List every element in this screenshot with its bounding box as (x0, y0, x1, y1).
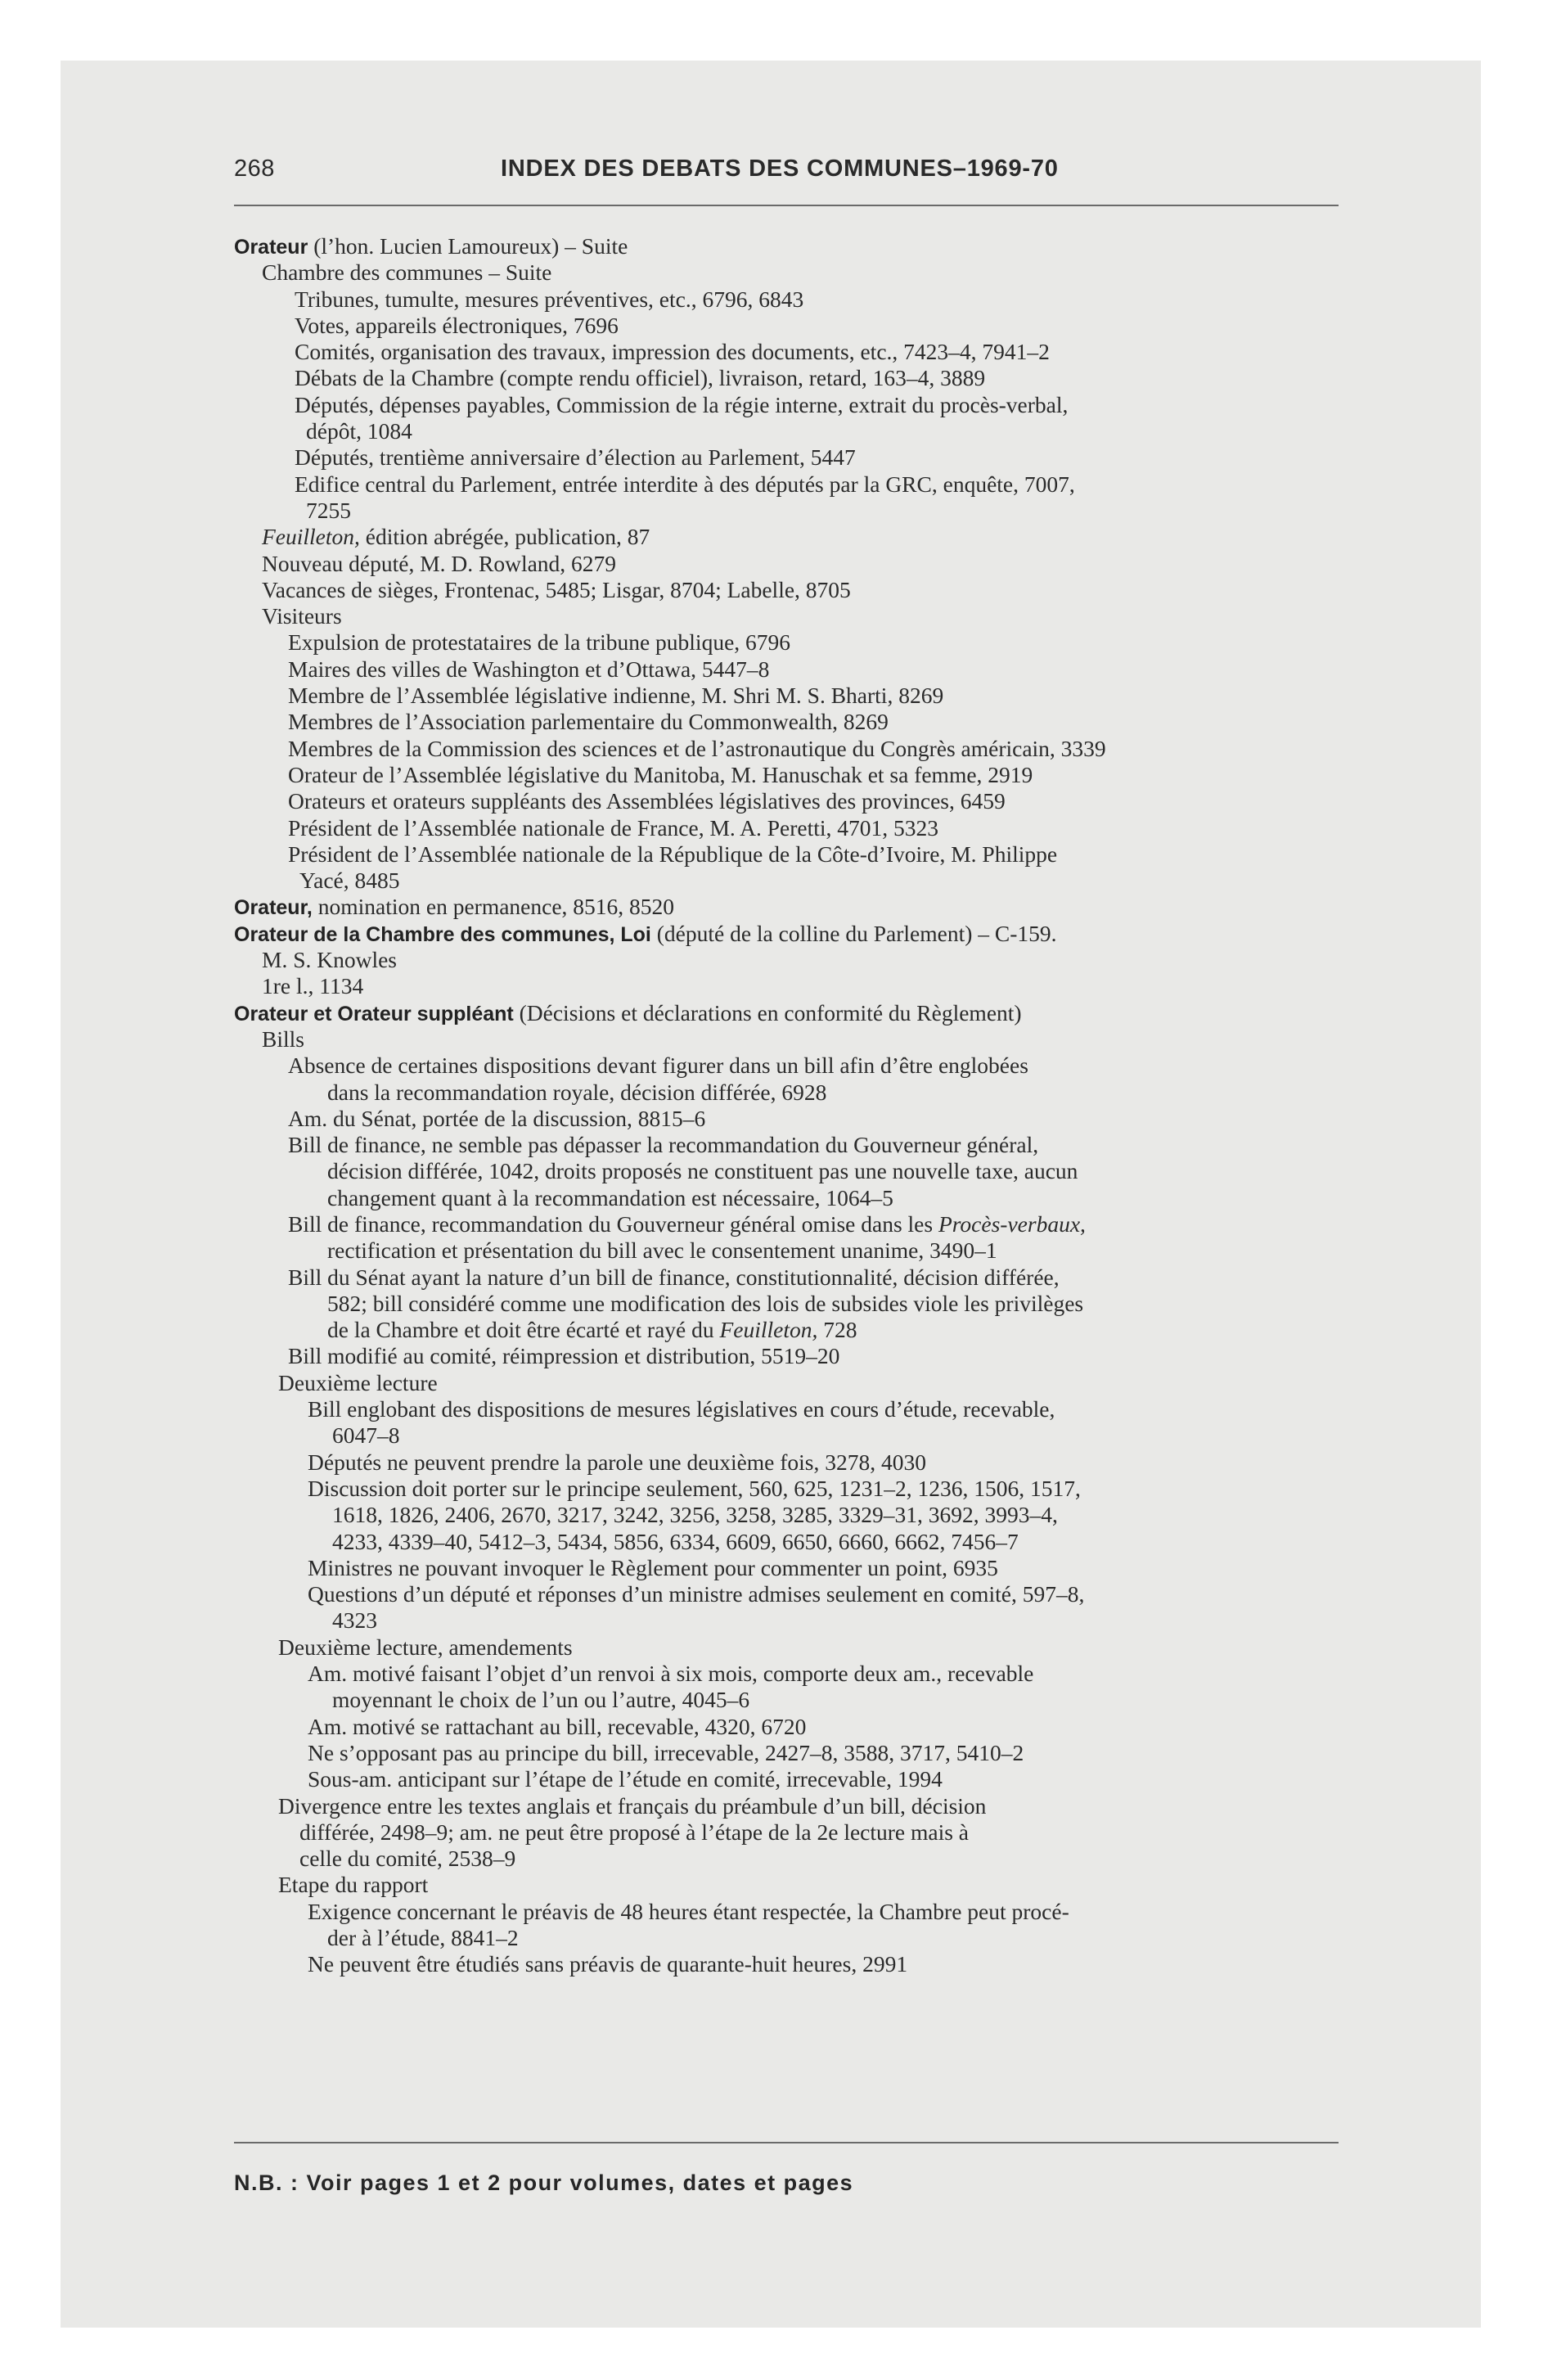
index-line-text (288, 1132, 1038, 1158)
index-line-text (262, 577, 851, 603)
index-line-text (299, 868, 399, 894)
index-line (0, 551, 1548, 577)
index-line-text (262, 259, 551, 286)
index-line-text (295, 365, 985, 391)
index-line (0, 1132, 1548, 1158)
index-line-text (288, 762, 1033, 788)
entry-text: Ministres ne pouvant invoquer le Règlement pour commenter un point, 6935 (308, 1554, 998, 1580)
index-line (0, 1581, 1548, 1607)
index-line-text (306, 498, 351, 524)
index-line (0, 1766, 1548, 1792)
entry-text: Am. du Sénat, portée de la discussion, 8815–6 (288, 1105, 706, 1131)
entry-text: Exigence concernant le préavis de 48 heures étant respectée, la Chambre peut procé- (308, 1898, 1069, 1924)
index-line (0, 1793, 1548, 1819)
index-line-text (308, 1661, 1033, 1687)
index-line-text (262, 551, 616, 577)
entry-text: Députés, trentième anniversaire d’élection au Parlement, 5447 (295, 444, 856, 471)
entry-text: 1re l., 1134 (262, 973, 364, 999)
entry-text: Deuxième lecture, amendements (278, 1634, 573, 1660)
index-line-text (278, 1634, 573, 1661)
index-line (0, 762, 1548, 788)
index-line (0, 313, 1548, 339)
entry-text: Orateur de l’Assemblée législative du Manitoba, M. Hanuschak et sa femme, 2919 (288, 761, 1033, 787)
index-line (0, 683, 1548, 709)
entry-text: Bills (262, 1025, 304, 1052)
index-line (0, 1026, 1548, 1053)
index-line (0, 1846, 1548, 1872)
entry-text: Députés, dépenses payables, Commission de la régie interne, extrait du procès-verbal, (295, 391, 1069, 417)
index-line-text (308, 1766, 943, 1792)
entry-text: Maires des villes de Washington et d’Ottawa, 5447–8 (288, 656, 770, 682)
entry-heading: Orateur de la Chambre des communes, Loi (234, 922, 651, 946)
index-line-text (327, 1185, 893, 1211)
index-line (0, 709, 1548, 735)
entry-text: Membres de l’Association parlementaire du Commonwealth, 8269 (288, 709, 889, 735)
index-line (0, 1899, 1548, 1925)
index-line-text (327, 1237, 997, 1264)
entry-text: Députés ne peuvent prendre la parole une deuxième fois, 3278, 4030 (308, 1449, 927, 1475)
index-line-text (288, 629, 790, 656)
index-line (0, 973, 1548, 999)
index-line-text (234, 233, 628, 260)
index-line (0, 1740, 1548, 1766)
index-line (0, 1158, 1548, 1184)
index-line (0, 1237, 1548, 1264)
entry-text: Etape du rapport (278, 1872, 429, 1898)
entry-text: rectification et présentation du bill avec le consentement unanime, 3490–1 (327, 1237, 997, 1264)
index-line-text (278, 1793, 986, 1819)
index-line-text (308, 1951, 907, 1977)
index-line (0, 1106, 1548, 1132)
index-line-text (288, 815, 938, 841)
index-line-text (327, 1080, 826, 1106)
index-line-text (299, 1846, 515, 1872)
entry-text: Président de l’Assemblée nationale de France, M. A. Peretti, 4701, 5323 (288, 814, 939, 841)
entry-text: Chambre des communes – Suite (262, 259, 552, 286)
entry-text: Edifice central du Parlement, entrée interdite à des députés par la GRC, enquête, 7007, (295, 471, 1075, 497)
italic-title: Feuilleton, (262, 524, 360, 550)
index-line (0, 894, 1548, 920)
index-line (0, 498, 1548, 524)
entry-text: (l’hon. Lucien Lamoureux) – Suite (308, 233, 628, 259)
index-line (0, 418, 1548, 444)
index-line-text (288, 1211, 1086, 1237)
index-line-text (308, 1740, 1024, 1766)
index-line (0, 1053, 1548, 1079)
entry-text: de la Chambre et doit être écarté et rayé du (327, 1317, 720, 1343)
running-title: INDEX DES DEBATS DES COMMUNES–1969-70 (501, 156, 1059, 182)
entry-text: 4323 (332, 1607, 377, 1634)
entry-text: dans la recommandation royale, décision différée, 6928 (327, 1079, 827, 1105)
index-line-text (295, 286, 803, 313)
index-line (0, 1370, 1548, 1396)
index-line (0, 471, 1548, 498)
index-line-text (278, 1872, 428, 1898)
index-line (0, 1080, 1548, 1106)
index-line (0, 603, 1548, 629)
index-line (0, 1634, 1548, 1661)
entry-text: M. S. Knowles (262, 947, 398, 973)
entry-text: Membre de l’Assemblée législative indienne, M. Shri M. S. Bharti, 8269 (288, 683, 944, 709)
index-line (0, 392, 1548, 418)
entry-text: Membres de la Commission des sciences et de l’astronautique du Congrès américain, 3339 (288, 735, 1106, 761)
entry-text: nomination en permanence, 8516, 8520 (312, 894, 675, 920)
index-line-text (288, 683, 943, 709)
index-line-text (288, 1106, 705, 1132)
entry-text: Yacé, 8485 (299, 868, 400, 894)
italic-title: Feuilleton, (719, 1317, 818, 1343)
index-line-text (295, 471, 1075, 498)
index-line-text (332, 1529, 1019, 1555)
index-line (0, 815, 1548, 841)
index-line (0, 1449, 1548, 1476)
index-line (0, 1000, 1548, 1026)
index-line-text (288, 656, 769, 683)
index-line-text (332, 1607, 377, 1634)
index-line (0, 259, 1548, 286)
entry-text: Ne peuvent être étudiés sans préavis de quarante-huit heures, 2991 (308, 1951, 908, 1977)
entry-text: Sous-am. anticipant sur l’étape de l’étude en comité, irrecevable, 1994 (308, 1766, 943, 1792)
index-line (0, 1951, 1548, 1977)
index-line (0, 1422, 1548, 1449)
entry-text: Bill du Sénat ayant la nature d’un bill de finance, constitutionnalité, décision différée, (288, 1264, 1060, 1290)
entry-text: 6047–8 (332, 1422, 400, 1449)
entry-text: Votes, appareils électroniques, 7696 (295, 312, 619, 338)
index-line (0, 1396, 1548, 1422)
entry-text: Comités, organisation des travaux, impression des documents, etc., 7423–4, 7941–2 (295, 339, 1050, 365)
index-line (0, 1476, 1548, 1502)
entry-text: Tribunes, tumulte, mesures préventives, etc., 6796, 6843 (295, 286, 804, 312)
entry-text: Débats de la Chambre (compte rendu officiel), livraison, retard, 163–4, 3889 (295, 365, 986, 391)
index-line (0, 841, 1548, 868)
index-line-text (234, 894, 674, 921)
index-line (0, 286, 1548, 313)
page-header (234, 156, 1339, 205)
page-number: 268 (234, 156, 275, 182)
index-line-text (308, 1899, 1069, 1925)
entry-text: Bill englobant des dispositions de mesures législatives en cours d’étude, recevable, (308, 1396, 1055, 1422)
entry-text: Am. motivé faisant l’objet d’un renvoi à six mois, comporte deux am., recevable (308, 1661, 1034, 1687)
entry-text: Vacances de sièges, Frontenac, 5485; Lisgar, 8704; Labelle, 8705 (262, 576, 851, 602)
entry-text: Am. motivé se rattachant au bill, recevable, 4320, 6720 (308, 1713, 807, 1739)
entry-text: Bill de finance, ne semble pas dépasser la recommandation du Gouverneur général, (288, 1132, 1039, 1158)
index-entries (0, 233, 1548, 1978)
entry-text: 7255 (306, 497, 351, 523)
entry-text: Nouveau député, M. D. Rowland, 6279 (262, 550, 617, 576)
entry-text: (député de la colline du Parlement) – C-159. (650, 920, 1057, 946)
entry-heading: Orateur, (234, 896, 313, 920)
index-line-text (308, 1714, 806, 1740)
entry-text: 1618, 1826, 2406, 2670, 3217, 3242, 3256, 3258, 3285, 3329–31, 3692, 3993–4, (332, 1502, 1058, 1528)
index-line-text (306, 418, 412, 444)
index-line (0, 365, 1548, 391)
entry-heading: Orateur (234, 236, 308, 259)
index-line-text (288, 1264, 1060, 1291)
index-line-text (262, 973, 363, 999)
index-line (0, 1872, 1548, 1898)
footer-note: N.B. : Voir pages 1 et 2 pour volumes, dates et pages (234, 2170, 854, 2195)
index-line-text (295, 392, 1068, 418)
index-line-text (288, 841, 1057, 868)
index-line-text (295, 444, 856, 471)
index-line-text (308, 1396, 1055, 1422)
index-line-text (332, 1422, 400, 1449)
index-line-text (262, 524, 650, 550)
entry-text: 728 (817, 1317, 857, 1343)
index-line-text (327, 1317, 857, 1343)
index-line (0, 629, 1548, 656)
index-line-text (288, 1343, 839, 1369)
index-line-text (295, 313, 619, 339)
index-line (0, 1185, 1548, 1211)
index-line (0, 1502, 1548, 1528)
entry-text: dépôt, 1084 (306, 418, 412, 444)
entry-text: différée, 2498–9; am. ne peut être proposé à l’étape de la 2e lecture mais à (299, 1819, 970, 1845)
index-line-text (295, 339, 1050, 365)
index-line (0, 1714, 1548, 1740)
index-line-text (327, 1925, 519, 1951)
index-line-text (288, 788, 1006, 814)
entry-text: Absence de certaines dispositions devant figurer dans un bill afin d’être englobées (288, 1053, 1028, 1079)
index-line-text (308, 1581, 1084, 1607)
entry-text: changement quant à la recommandation est nécessaire, 1064–5 (327, 1184, 893, 1210)
index-line (0, 339, 1548, 365)
index-line-text (262, 947, 397, 973)
italic-title: Procès-verbaux, (938, 1210, 1086, 1237)
entry-text: Ne s’opposant pas au principe du bill, irrecevable, 2427–8, 3588, 3717, 5410–2 (308, 1739, 1024, 1765)
index-line (0, 1555, 1548, 1581)
index-line-text (308, 1555, 998, 1581)
header-rule (234, 205, 1339, 206)
entry-text: Divergence entre les textes anglais et français du préambule d’un bill, décision (278, 1792, 987, 1819)
index-line-text (327, 1158, 1078, 1184)
entry-text: Discussion doit porter sur le principe seulement, 560, 625, 1231–2, 1236, 1506, 1517, (308, 1475, 1081, 1501)
entry-text: édition abrégée, publication, 87 (359, 524, 650, 550)
index-line-text (308, 1449, 926, 1476)
index-line-text (299, 1819, 969, 1846)
index-line (0, 1661, 1548, 1687)
entry-text: celle du comité, 2538–9 (299, 1846, 516, 1872)
index-line-text (327, 1291, 1083, 1317)
entry-text: Deuxième lecture (278, 1369, 438, 1395)
index-line (0, 444, 1548, 471)
entry-heading: Orateur et Orateur suppléant (234, 1002, 514, 1025)
index-line (0, 1264, 1548, 1291)
index-line-text (262, 1026, 304, 1053)
entry-text: 582; bill considéré comme une modification des lois de subsides viole les privilèges (327, 1290, 1084, 1316)
entry-text: Orateurs et orateurs suppléants des Assemblées législatives des provinces, 6459 (288, 788, 1006, 814)
entry-text: Expulsion de protestataires de la tribune publique, 6796 (288, 629, 791, 656)
index-line (0, 1687, 1548, 1713)
entry-text: (Décisions et déclarations en conformité du Règlement) (513, 999, 1022, 1025)
entry-text: décision différée, 1042, droits proposés ne constituent pas une nouvelle taxe, aucun (327, 1158, 1078, 1184)
index-line (0, 1607, 1548, 1634)
index-line-text (332, 1687, 749, 1713)
index-line (0, 921, 1548, 947)
index-line (0, 524, 1548, 550)
index-line (0, 1291, 1548, 1317)
entry-text: Président de l’Assemblée nationale de la République de la Côte-d’Ivoire, M. Philippe (288, 841, 1058, 867)
index-line (0, 1819, 1548, 1846)
entry-text: Questions d’un député et réponses d’un ministre admises seulement en comité, 597–8, (308, 1581, 1085, 1607)
index-line-text (278, 1370, 438, 1396)
index-line-text (308, 1476, 1081, 1502)
index-line (0, 788, 1548, 814)
entry-text: moyennant le choix de l’un ou l’autre, 4045–6 (332, 1687, 750, 1713)
index-line-text (234, 1000, 1022, 1027)
footer-rule (234, 2142, 1339, 2143)
index-line (0, 736, 1548, 762)
entry-text: Bill modifié au comité, réimpression et distribution, 5519–20 (288, 1343, 840, 1369)
index-line (0, 1529, 1548, 1555)
index-line (0, 656, 1548, 683)
entry-text: der à l’étude, 8841–2 (327, 1925, 519, 1950)
index-line (0, 947, 1548, 973)
index-line (0, 1343, 1548, 1369)
entry-text: 4233, 4339–40, 5412–3, 5434, 5856, 6334, 6609, 6650, 6660, 6662, 7456–7 (332, 1528, 1019, 1554)
index-line (0, 1317, 1548, 1343)
index-line-text (288, 709, 889, 735)
index-line-text (262, 603, 342, 629)
index-line (0, 1925, 1548, 1951)
entry-text: Bill de finance, recommandation du Gouverneur général omise dans les (288, 1210, 938, 1237)
index-line (0, 233, 1548, 259)
index-line (0, 1211, 1548, 1237)
index-line-text (288, 1053, 1028, 1079)
index-line-text (332, 1502, 1058, 1528)
index-line-text (288, 736, 1106, 762)
entry-text: Visiteurs (262, 603, 342, 629)
index-line (0, 868, 1548, 894)
index-line-text (234, 921, 1057, 948)
index-line (0, 577, 1548, 603)
